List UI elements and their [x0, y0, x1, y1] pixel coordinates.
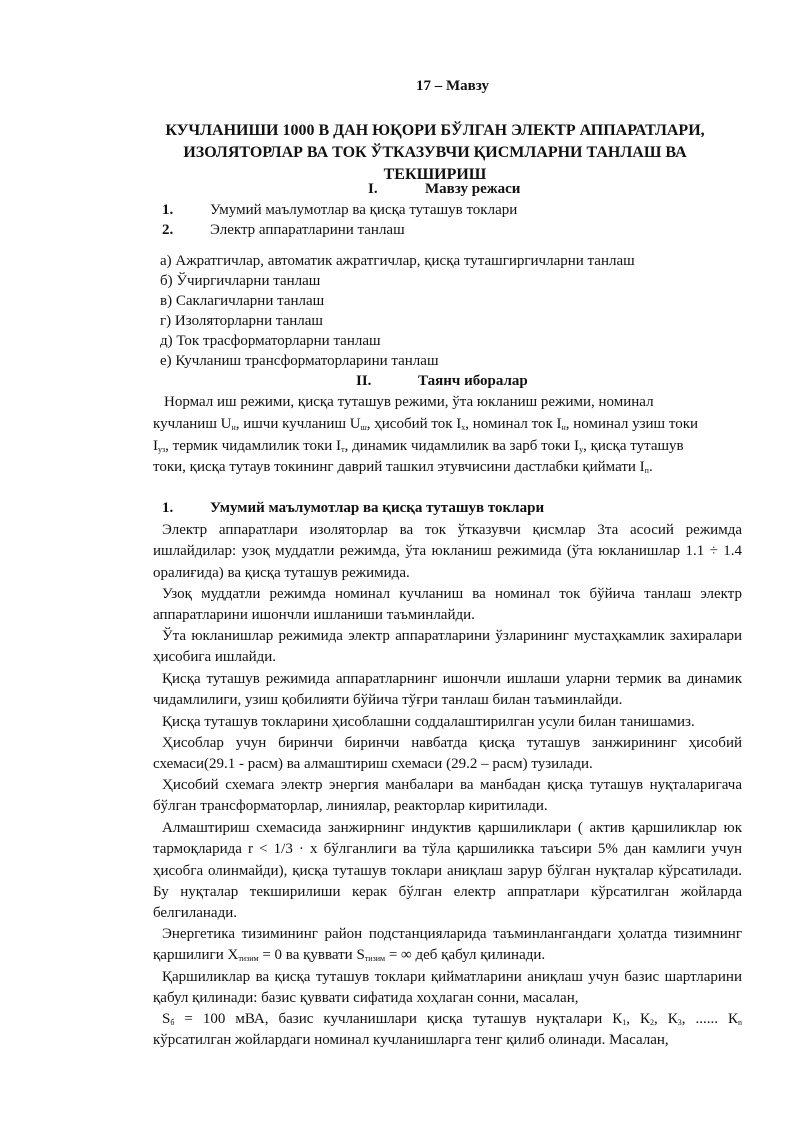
subscript: у	[579, 445, 584, 454]
paragraph: Ҳисобий схемага электр энергия манбалари ва манбадан қисқа туташув нуқталаригача бўлган трансформаторлар, линиялар, реакторлар киритилади.	[153, 777, 742, 815]
text: токи, қисқа тутаув токининг даврий ташкил этувчисини дастлабки қиймати I	[153, 459, 645, 475]
text: = 100 мВА, базис кучланишлари қисқа туташув нуқталари К	[174, 1011, 623, 1027]
paragraph: Ҳисоблар учун биринчи биринчи навбатда қисқа туташув занжирининг ҳисобий схемаси(29.1 - расм) ва алмаштириш схемаси (29.2 – расм) тузилади.	[153, 735, 742, 773]
subscript: 1	[622, 1018, 627, 1027]
document-title: КУЧЛАНИШИ 1000 В ДАН ЮҚОРИ БЎЛГАН ЭЛЕКТР АППАРАТЛАРИ, ИЗОЛЯТОРЛАР ВА ТОК ЎТКАЗУВЧИ ҚИСМЛАРНИ ТАНЛАШ ВА ТЕКШИРИШ	[165, 122, 705, 183]
text: Нормал иш режими, қисқа туташув режими, ўта юкланиш режими, номинал	[164, 394, 654, 410]
text: , ишчи кучланиш U	[235, 416, 361, 432]
subscript: н	[561, 423, 566, 432]
paragraph	[153, 1009, 742, 1052]
subscript: ш	[360, 423, 367, 432]
plan-number: 2.	[162, 222, 174, 238]
text: S	[162, 1011, 171, 1027]
subscript: б	[170, 1018, 175, 1027]
text: , ҳисобий ток I	[366, 416, 462, 432]
section-title: Мавзу режаси	[425, 181, 521, 197]
section-title: Таянч иборалар	[418, 373, 528, 389]
plan-number: 1.	[162, 202, 174, 218]
paragraph: Алмаштириш схемасида занжирнинг индуктив қаршиликлари ( актив қаршиликлар юк тармоқларида r < 1/3 · x бўлганлиги ва тўла қаршиликка таъсири 5% дан камлиги учун ҳисобга олинмайди), қисқа туташув токлари аниқлаш зарур бўлган нуқталар кўрсатилади. Бу нуқталар текширилиши керак бўлган електр аппратлари кўрсатилган жойларда белгиланади.	[153, 820, 742, 922]
plan-item: Электр аппаратларини танлаш	[210, 222, 405, 238]
paragraph: Электр аппаратлари изоляторлар ва ток ўтказувчи қисмлар 3та асосий режимда ишлайдилар: узоқ муддатли режимда, ўта юкланиш режимида (ўта юкланишлар 1.1 ÷ 1.4 оралиғида) ва қисқа туташув режимида.	[153, 522, 742, 581]
text: кўрсатилган жойлардаги номинал кучланишларга тенг қилиб олинади. Масалан,	[153, 1032, 669, 1049]
key-terms-line	[164, 394, 654, 411]
text: = 0 ва қуввати S	[258, 947, 365, 964]
sub-item: е) Кучланиш трансформаторларини танлаш	[160, 353, 439, 369]
key-terms-line	[153, 459, 653, 476]
subscript: н	[231, 423, 236, 432]
text: Энергетика тизимининг район подстанцияларида таъминлангандаги ҳолатда тизимнинг қаршилиги X	[153, 926, 742, 964]
text: , ...... К	[681, 1011, 738, 1027]
paragraph: Қаршиликлар ва қисқа туташув токлари қийматларини аниқлаш учун базис шартларини қабул қилинади: базис қуввати сифатида хоҳлаган сонни, масалан,	[153, 969, 742, 1007]
section-numeral: I.	[368, 181, 378, 197]
subscript: 3	[677, 1018, 682, 1027]
text: , К	[626, 1011, 650, 1027]
subscript: 2	[649, 1018, 654, 1027]
plan-item: Умумий маълумотлар ва қисқа туташув токлари	[210, 202, 518, 218]
paragraph: Қисқа туташув токларини ҳисоблашни соддалаштирилган усули билан танишамиз.	[162, 714, 695, 730]
subscript: n	[737, 1018, 742, 1027]
section-heading: Умумий маълумотлар ва қисқа туташув токлари	[210, 500, 545, 516]
subscript: уз	[158, 445, 166, 454]
paragraph: Қисқа туташув режимида аппаратларнинг ишончли ишлаши уларни термик ва динамик чидамлилиги, узиш қобилияти бўйича тўғри танлаш билан таъминлайди.	[153, 671, 742, 709]
topic-number: 17 – Мавзу	[416, 78, 489, 94]
subscript: х	[461, 423, 466, 432]
text: , номинал ток I	[465, 416, 562, 432]
paragraph	[153, 924, 742, 967]
paragraph: Ўта юкланишлар режимида электр аппаратларини ўзларининг мустаҳкамлик захиралари ҳисобига ишлайди.	[153, 628, 742, 666]
text: I	[153, 438, 158, 454]
subscript: тизим	[238, 954, 259, 964]
sub-item: а) Ажратгичлар, автоматик ажратгичлар, қисқа туташгиргичларни танлаш	[160, 253, 635, 269]
subscript: тизим	[364, 954, 386, 964]
sub-item: б) Ўчиргичларни танлаш	[160, 273, 321, 289]
text: , К	[653, 1011, 678, 1027]
text: .	[648, 459, 653, 475]
text: = ∞ деб қабул қилинади.	[385, 947, 546, 964]
sub-item: г) Изоляторларни танлаш	[160, 313, 323, 329]
text: , термик чидамлилик токи I	[165, 438, 342, 454]
text: , номинал узиш токи	[565, 416, 699, 432]
sub-item: д) Ток трасформаторларни танлаш	[160, 333, 381, 349]
subscript: т	[341, 445, 345, 454]
text: кучланиш U	[153, 416, 232, 432]
sub-item: в) Саклагичларни танлаш	[160, 293, 325, 309]
subscript: п	[644, 466, 649, 475]
paragraph: Узоқ муддатли режимда номинал кучланиш ва номинал ток бўйича танлаш электр аппаратларини ишончли ишланиши таъминлайди.	[153, 586, 742, 624]
text: , динамик чидамлилик ва зарб токи I	[344, 438, 580, 454]
section-number: 1.	[162, 500, 174, 516]
text: , қисқа туташув	[583, 438, 684, 454]
key-terms-line	[153, 438, 684, 455]
key-terms-line	[153, 416, 698, 433]
section-numeral: II.	[356, 373, 372, 389]
